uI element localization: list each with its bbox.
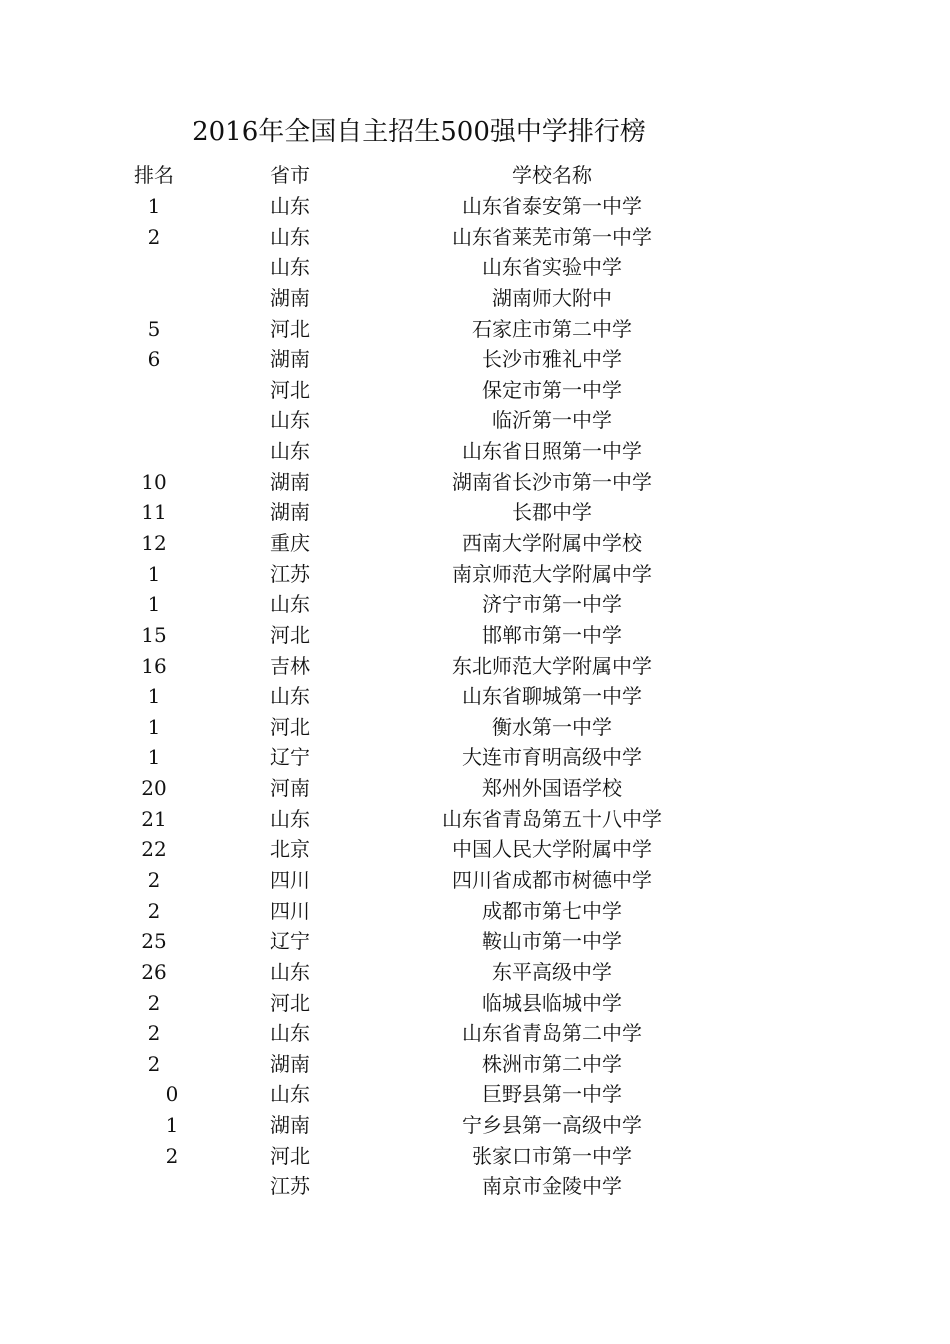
school-name-cell: 衡水第一中学: [492, 715, 612, 739]
table-row: [0, 497, 950, 527]
rank-cell: 2: [165, 1144, 179, 1168]
province-cell: 山东: [270, 592, 310, 616]
table-row: [0, 681, 950, 711]
rank-cell: 2: [147, 1021, 161, 1045]
table-row: [0, 651, 950, 681]
school-name-cell: 成都市第七中学: [482, 899, 622, 923]
province-cell: 山东: [270, 225, 310, 249]
province-cell: 江苏: [270, 1174, 310, 1198]
rank-cell: 1: [147, 592, 161, 616]
school-name-cell: 南京师范大学附属中学: [452, 562, 652, 586]
rank-cell: 21: [141, 807, 167, 831]
rank-cell: 2: [147, 225, 161, 249]
school-name-cell: 南京市金陵中学: [482, 1174, 622, 1198]
province-cell: 湖南: [270, 470, 310, 494]
school-name-cell: 山东省聊城第一中学: [462, 684, 642, 708]
school-name-cell: 中国人民大学附属中学: [452, 837, 652, 861]
rank-cell: 1: [147, 194, 161, 218]
province-cell: 湖南: [270, 500, 310, 524]
province-cell: 四川: [270, 899, 310, 923]
table-row: [0, 252, 950, 282]
rank-cell: 10: [141, 470, 167, 494]
rank-cell: 5: [147, 317, 161, 341]
rank-cell: 1: [147, 715, 161, 739]
school-name-cell: 宁乡县第一高级中学: [462, 1113, 642, 1137]
table-row: [0, 1079, 950, 1109]
table-row: [0, 528, 950, 558]
rank-cell: 1: [147, 684, 161, 708]
rank-cell: 0: [165, 1082, 179, 1106]
table-row: [0, 344, 950, 374]
rank-cell: 11: [141, 500, 167, 524]
province-cell: 山东: [270, 439, 310, 463]
school-name-cell: 巨野县第一中学: [482, 1082, 622, 1106]
rank-cell: 12: [141, 531, 167, 555]
school-name-cell: 张家口市第一中学: [472, 1144, 632, 1168]
province-cell: 山东: [270, 194, 310, 218]
province-cell: 湖南: [270, 1113, 310, 1137]
table-row: [0, 1018, 950, 1048]
province-cell: 山东: [270, 255, 310, 279]
province-cell: 河北: [270, 623, 310, 647]
school-name-cell: 湖南省长沙市第一中学: [452, 470, 652, 494]
school-name-cell: 保定市第一中学: [482, 378, 622, 402]
table-row: [0, 988, 950, 1018]
province-cell: 湖南: [270, 1052, 310, 1076]
table-row: [0, 191, 950, 221]
province-cell: 山东: [270, 960, 310, 984]
province-cell: 湖南: [270, 286, 310, 310]
province-cell: 河南: [270, 776, 310, 800]
province-cell: 河北: [270, 991, 310, 1015]
school-name-cell: 大连市育明高级中学: [462, 745, 642, 769]
table-row: [0, 589, 950, 619]
province-cell: 湖南: [270, 347, 310, 371]
school-name-cell: 山东省青岛第五十八中学: [442, 807, 662, 831]
table-row: [0, 834, 950, 864]
province-cell: 吉林: [270, 654, 310, 678]
school-name-cell: 四川省成都市树德中学: [452, 868, 652, 892]
table-row: [0, 1049, 950, 1079]
table-row: [0, 957, 950, 987]
table-row: [0, 222, 950, 252]
table-row: [0, 314, 950, 344]
province-cell: 山东: [270, 1082, 310, 1106]
table-row: [0, 1141, 950, 1171]
table-row: [0, 865, 950, 895]
school-name-cell: 西南大学附属中学校: [462, 531, 642, 555]
table-row: [0, 405, 950, 435]
province-cell: 河北: [270, 317, 310, 341]
school-name-cell: 山东省实验中学: [482, 255, 622, 279]
rank-cell: 2: [147, 991, 161, 1015]
header-school: 学校名称: [512, 163, 592, 187]
province-cell: 山东: [270, 807, 310, 831]
header-rank: 排名: [134, 163, 174, 187]
table-row: [0, 1110, 950, 1140]
province-cell: 河北: [270, 1144, 310, 1168]
table-row: [0, 436, 950, 466]
table-row: [0, 712, 950, 742]
page-title: 2016年全国自主招生500强中学排行榜: [192, 117, 646, 147]
school-name-cell: 临沂第一中学: [492, 408, 612, 432]
school-name-cell: 株洲市第二中学: [482, 1052, 622, 1076]
header-row: [0, 160, 950, 190]
table-row: [0, 742, 950, 772]
province-cell: 山东: [270, 408, 310, 432]
province-cell: 四川: [270, 868, 310, 892]
school-name-cell: 东北师范大学附属中学: [452, 654, 652, 678]
rank-cell: 2: [147, 899, 161, 923]
province-cell: 重庆: [270, 531, 310, 555]
school-name-cell: 山东省日照第一中学: [462, 439, 642, 463]
table-row: [0, 467, 950, 497]
table-row: [0, 773, 950, 803]
rank-cell: 20: [141, 776, 167, 800]
rank-cell: 2: [147, 868, 161, 892]
province-cell: 江苏: [270, 562, 310, 586]
school-name-cell: 湖南师大附中: [492, 286, 612, 310]
table-row: [0, 896, 950, 926]
rank-cell: 1: [147, 562, 161, 586]
header-province: 省市: [270, 163, 310, 187]
rank-cell: 26: [141, 960, 167, 984]
school-name-cell: 山东省青岛第二中学: [462, 1021, 642, 1045]
province-cell: 山东: [270, 684, 310, 708]
school-name-cell: 东平高级中学: [492, 960, 612, 984]
table-row: [0, 375, 950, 405]
table-row: [0, 620, 950, 650]
table-row: [0, 926, 950, 956]
province-cell: 河北: [270, 715, 310, 739]
school-name-cell: 济宁市第一中学: [482, 592, 622, 616]
rank-cell: 25: [141, 929, 167, 953]
school-name-cell: 郑州外国语学校: [482, 776, 622, 800]
rank-cell: 1: [165, 1113, 179, 1137]
province-cell: 北京: [270, 837, 310, 861]
province-cell: 山东: [270, 1021, 310, 1045]
province-cell: 辽宁: [270, 929, 310, 953]
rank-cell: 2: [147, 1052, 161, 1076]
school-name-cell: 山东省莱芜市第一中学: [452, 225, 652, 249]
school-name-cell: 长沙市雅礼中学: [482, 347, 622, 371]
province-cell: 河北: [270, 378, 310, 402]
rank-cell: 15: [141, 623, 167, 647]
school-name-cell: 临城县临城中学: [482, 991, 622, 1015]
rank-cell: 22: [141, 837, 167, 861]
province-cell: 辽宁: [270, 745, 310, 769]
school-name-cell: 石家庄市第二中学: [472, 317, 632, 341]
school-name-cell: 长郡中学: [512, 500, 592, 524]
table-row: [0, 804, 950, 834]
school-name-cell: 邯郸市第一中学: [482, 623, 622, 647]
school-name-cell: 山东省泰安第一中学: [462, 194, 642, 218]
rank-cell: 1: [147, 745, 161, 769]
rank-cell: 16: [141, 654, 167, 678]
table-row: [0, 283, 950, 313]
table-row: [0, 559, 950, 589]
school-name-cell: 鞍山市第一中学: [482, 929, 622, 953]
table-row: [0, 1171, 950, 1201]
rank-cell: 6: [147, 347, 161, 371]
